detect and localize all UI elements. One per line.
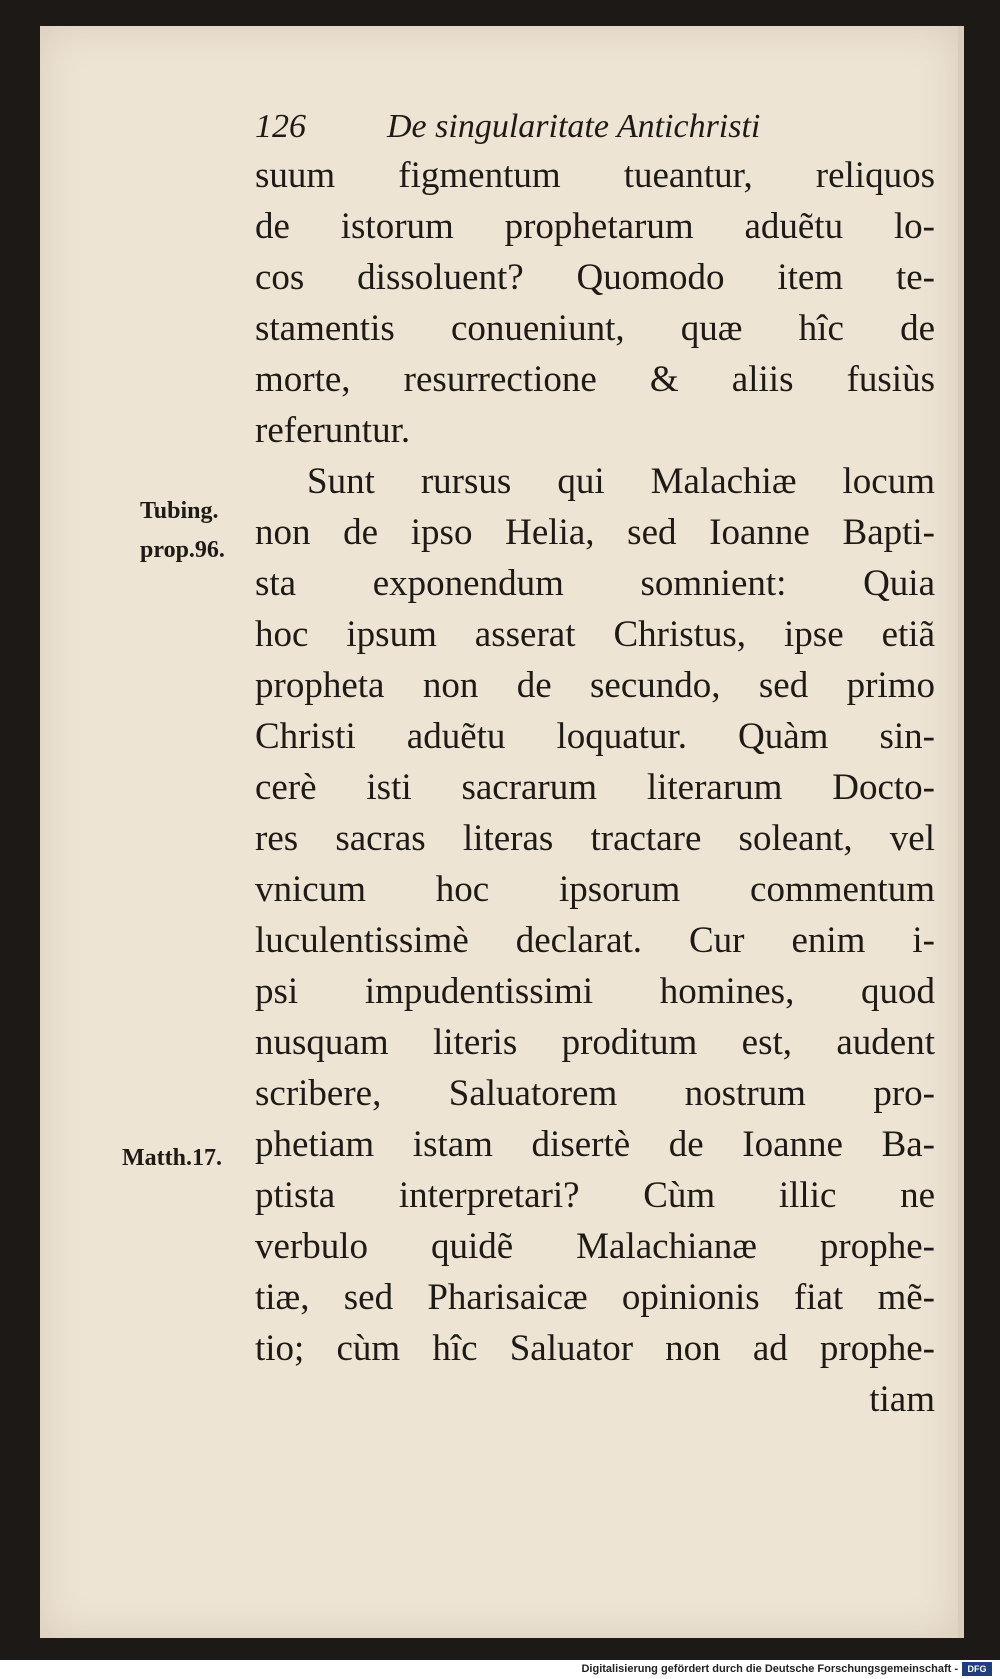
text-line: res sacras literas tractare soleant, vel [255,818,935,859]
text-line: de istorum prophetarum aduẽtu lo- [255,206,935,247]
text-line: propheta non de secundo, sed primo [255,665,935,706]
text-line: tio; cùm hîc Saluator non ad prophe- [255,1328,935,1369]
text-line: stamentis conueniunt, quæ hîc de [255,308,935,349]
text-line: sta exponendum somnient: Quia [255,563,935,604]
footer-credit: Digitalisierung gefördert durch die Deutsche Forschungsgemeinschaft - [581,1663,958,1675]
text-line: cerè isti sacrarum literarum Docto- [255,767,935,808]
catchword: tiam [869,1379,935,1420]
text-line: verbulo quidẽ Malachianæ prophe- [255,1226,935,1267]
dfg-logo-icon: DFG [962,1662,992,1676]
text-line: Sunt rursus qui Malachiæ locum [307,461,935,502]
text-line: psi impudentissimi homines, quod [255,971,935,1012]
text-line: nusquam literis proditum est, audent [255,1022,935,1063]
text-line: suum figmentum tueantur, reliquos [255,155,935,196]
margin-note-tubing: Tubing. [140,498,219,524]
text-line: hoc ipsum asserat Christus, ipse etiã [255,614,935,655]
text-line: non de ipso Helia, sed Ioanne Bapti- [255,512,935,553]
page-header [255,108,895,148]
text-line: luculentissimè declarat. Cur enim i- [255,920,935,961]
text-line: scribere, Saluatorem nostrum pro- [255,1073,935,1114]
text-line: Christi aduẽtu loquatur. Quàm sin- [255,716,935,757]
running-title: De singularitate Antichristi [387,108,761,145]
text-line: vnicum hoc ipsorum commentum [255,869,935,910]
text-line: phetiam istam disertè de Ioanne Ba- [255,1124,935,1165]
text-line: ptista interpretari? Cùm illic ne [255,1175,935,1216]
text-line: cos dissoluent? Quomodo item te- [255,257,935,298]
text-line: referuntur. [255,410,411,451]
margin-note-matth: Matth.17. [122,1145,222,1171]
text-line: tiæ, sed Pharisaicæ opinionis fiat mẽ- [255,1277,935,1318]
margin-note-prop: prop.96. [140,537,225,563]
body-text [255,150,935,1425]
text-line: morte, resurrectione & aliis fusiùs [255,359,935,400]
page-number: 126 [255,108,306,145]
